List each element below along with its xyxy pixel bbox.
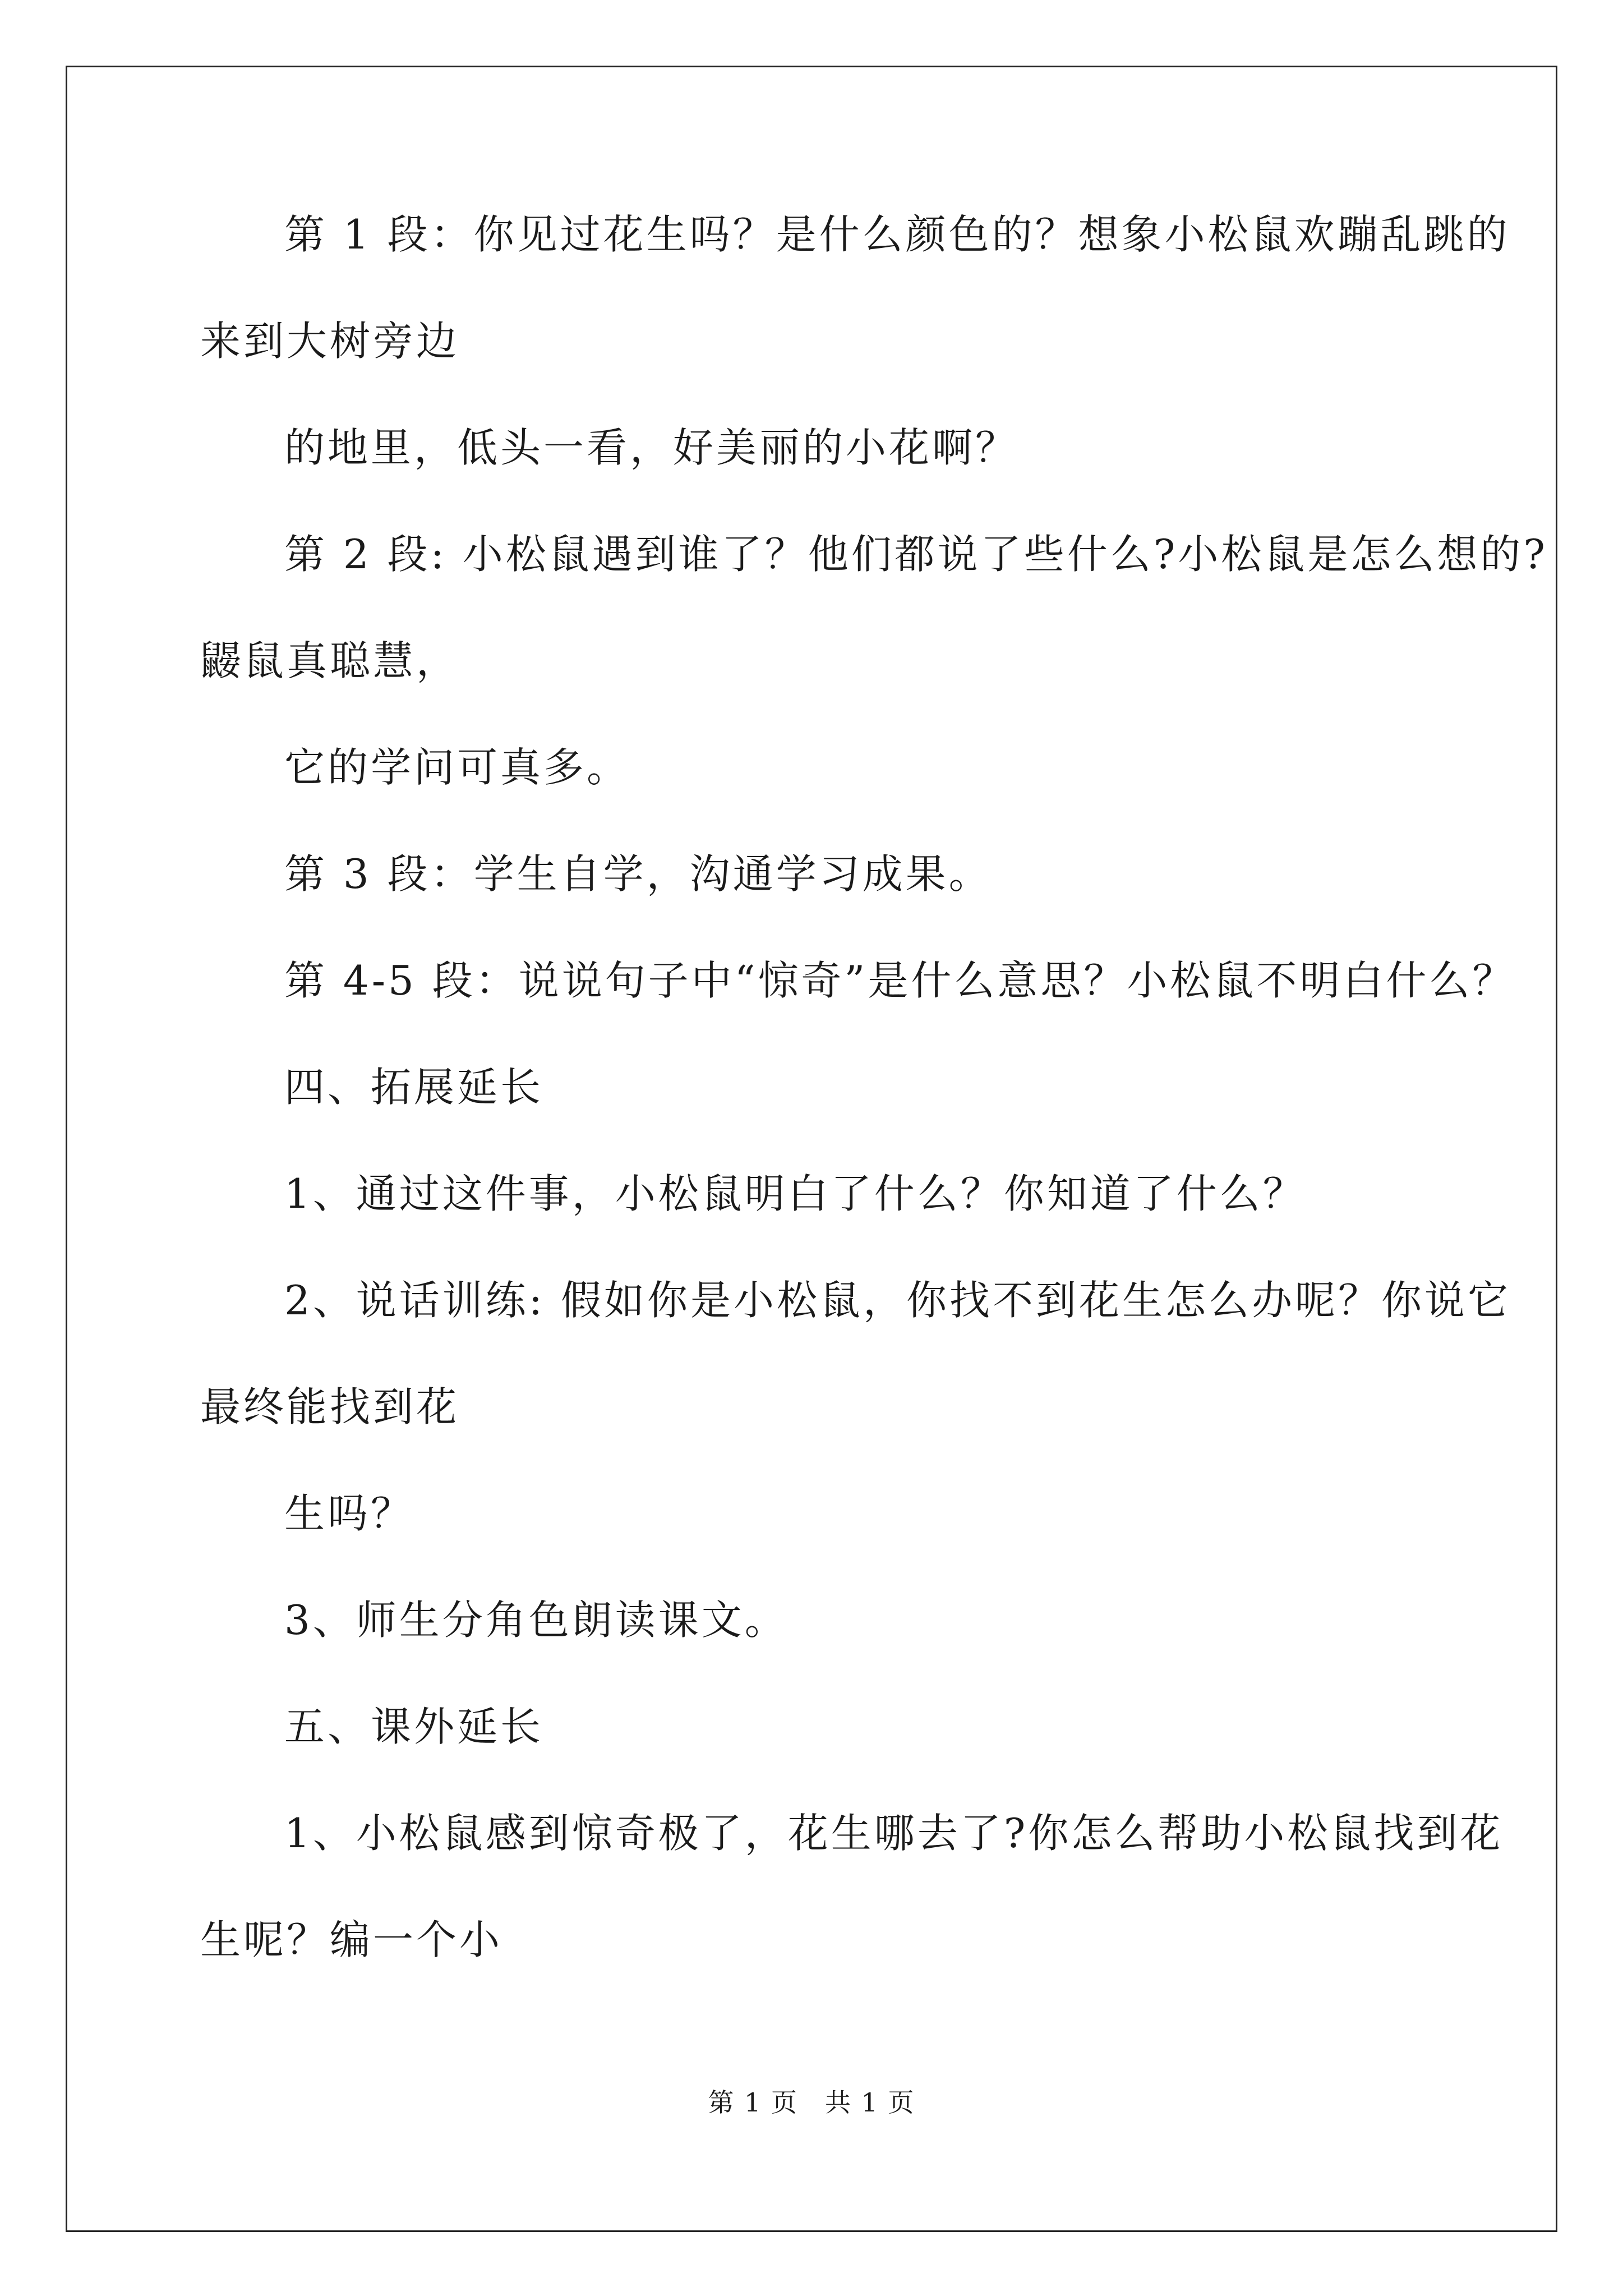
paragraph-line: 第 2 段: 小松鼠遇到谁了？他们都说了些什么?小松鼠是怎么想的? — [284, 531, 1548, 578]
paragraph-line: 生吗？ — [284, 1490, 414, 1537]
paragraph-line: 来到大树旁边 — [200, 318, 460, 365]
section-heading: 五、课外延长 — [284, 1703, 544, 1750]
paragraph-line: 的地里，低头一看，好美丽的小花啊？ — [284, 424, 1019, 471]
paragraph-line: 1、通过这件事，小松鼠明白了什么？你知道了什么？ — [284, 1170, 1306, 1217]
page-footer: 第 1 页 共 1 页 — [708, 2087, 915, 2118]
paragraph-line: 生呢？编一个小 — [200, 1916, 503, 1963]
paragraph-line: 第 4-5 段：说说句子中“惊奇”是什么意思？小松鼠不明白什么？ — [284, 957, 1516, 1004]
section-heading: 四、拓展延长 — [284, 1064, 544, 1111]
paragraph-line: 第 1 段：你见过花生吗？是什么颜色的？想象小松鼠欢蹦乱跳的 — [284, 211, 1510, 258]
paragraph-line: 2、说话训练: 假如你是小松鼠，你找不到花生怎么办呢？你说它 — [284, 1277, 1511, 1324]
paragraph-line: 它的学问可真多。 — [284, 744, 630, 791]
paragraph-line: 第 3 段：学生自学，沟通学习成果。 — [284, 850, 992, 898]
paragraph-line: 鼹鼠真聪慧， — [200, 637, 460, 684]
page-frame — [66, 66, 1557, 2232]
paragraph-line: 最终能找到花 — [200, 1383, 460, 1430]
paragraph-line: 3、师生分角色朗读课文。 — [284, 1596, 788, 1644]
paragraph-line: 1、小松鼠感到惊奇极了，花生哪去了?你怎么帮助小松鼠找到花 — [284, 1810, 1504, 1857]
